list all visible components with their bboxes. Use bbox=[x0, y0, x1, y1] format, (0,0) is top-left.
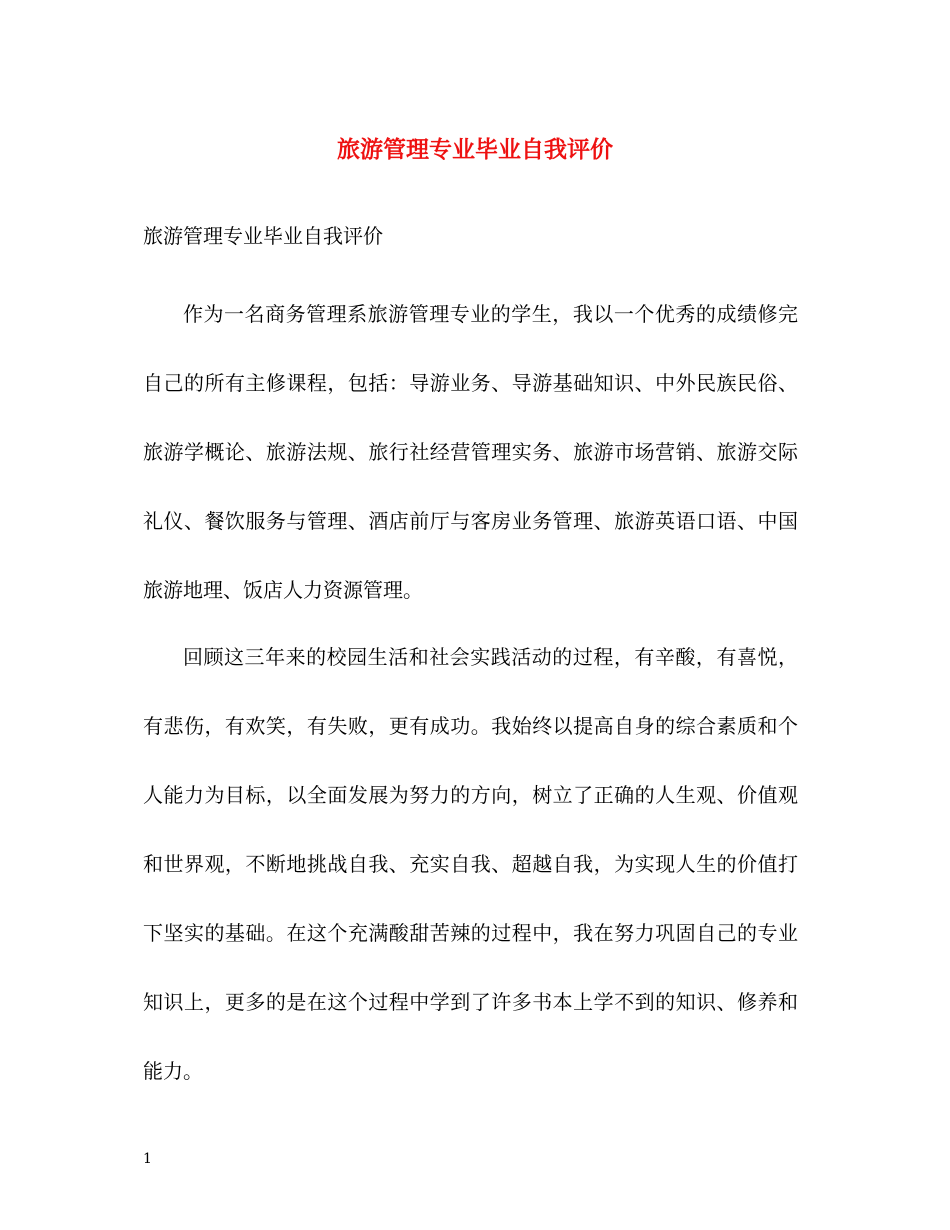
paragraph-courses: 作为一名商务管理系旅游管理专业的学生，我以一个优秀的成绩修完自己的所有主修课程，包括：导游业务、导游基础知识、中外民族民俗、旅游学概论、旅游法规、旅行社经营管理实务、旅游市场营销、旅游交际礼仪、餐饮服务与管理、酒店前厅与客房业务管理、旅游英语口语、中国旅游地理、饭店人力资源管理。 bbox=[143, 302, 798, 602]
document-subtitle: 旅游管理专业毕业自我评价 bbox=[143, 224, 383, 248]
page-number: 1 bbox=[143, 1151, 152, 1167]
document-title: 旅游管理专业毕业自我评价 bbox=[337, 136, 613, 163]
paragraph-reflection: 回顾这三年来的校园生活和社会实践活动的过程，有辛酸，有喜悦，有悲伤，有欢笑，有失败，更有成功。我始终以提高自身的综合素质和个人能力为目标，以全面发展为努力的方向，树立了正确的人生观、价值观和世界观，不断地挑战自我、充实自我、超越自我，为实现人生的价值打下坚实的基础。在这个充满酸甜苦辣的过程中，我在努力巩固自己的专业知识上，更多的是在这个过程中学到了许多书本上学不到的知识、修养和能力。 bbox=[143, 645, 798, 1083]
